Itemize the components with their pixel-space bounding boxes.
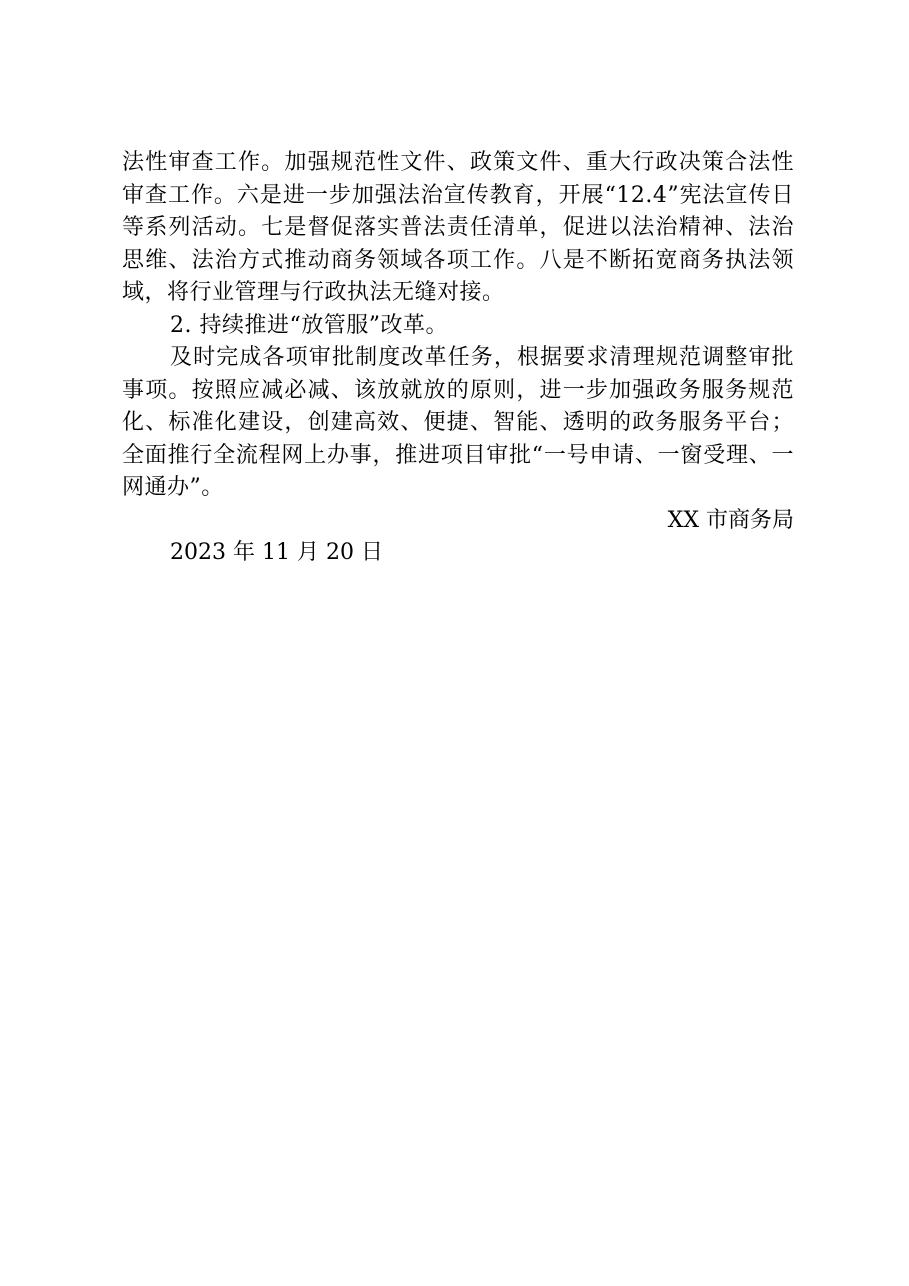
section-heading-reform: 2. 持续推进“放管服”改革。: [170, 312, 448, 338]
paragraph-legal-review: 法性审查工作。加强规范性文件、政策文件、重大行政决策合法性审查工作。六是进一步加强法治宣传教育，开展“12.4”宪法宣传日等系列活动。七是督促落实普法责任清单，促进以法治精神、法治思维、法治方式推动商务领域各项工作。八是不断拓宽商务执法领域，将行业管理与行政执法无缝对接。: [122, 150, 794, 305]
paragraph-approval-reform: 及时完成各项审批制度改革任务，根据要求清理规范调整审批事项。按照应减必减、该放就放的原则，进一步加强政务服务规范化、标准化建设，创建高效、便捷、智能、透明的政务服务平台；全面推行全流程网上办事，推进项目审批“一号申请、一窗受理、一网通办”。: [122, 345, 794, 500]
issue-date: 2023 年 11 月 20 日: [170, 540, 383, 565]
document-body: [122, 147, 794, 570]
issuer-signature: XX 市商务局: [667, 507, 794, 533]
